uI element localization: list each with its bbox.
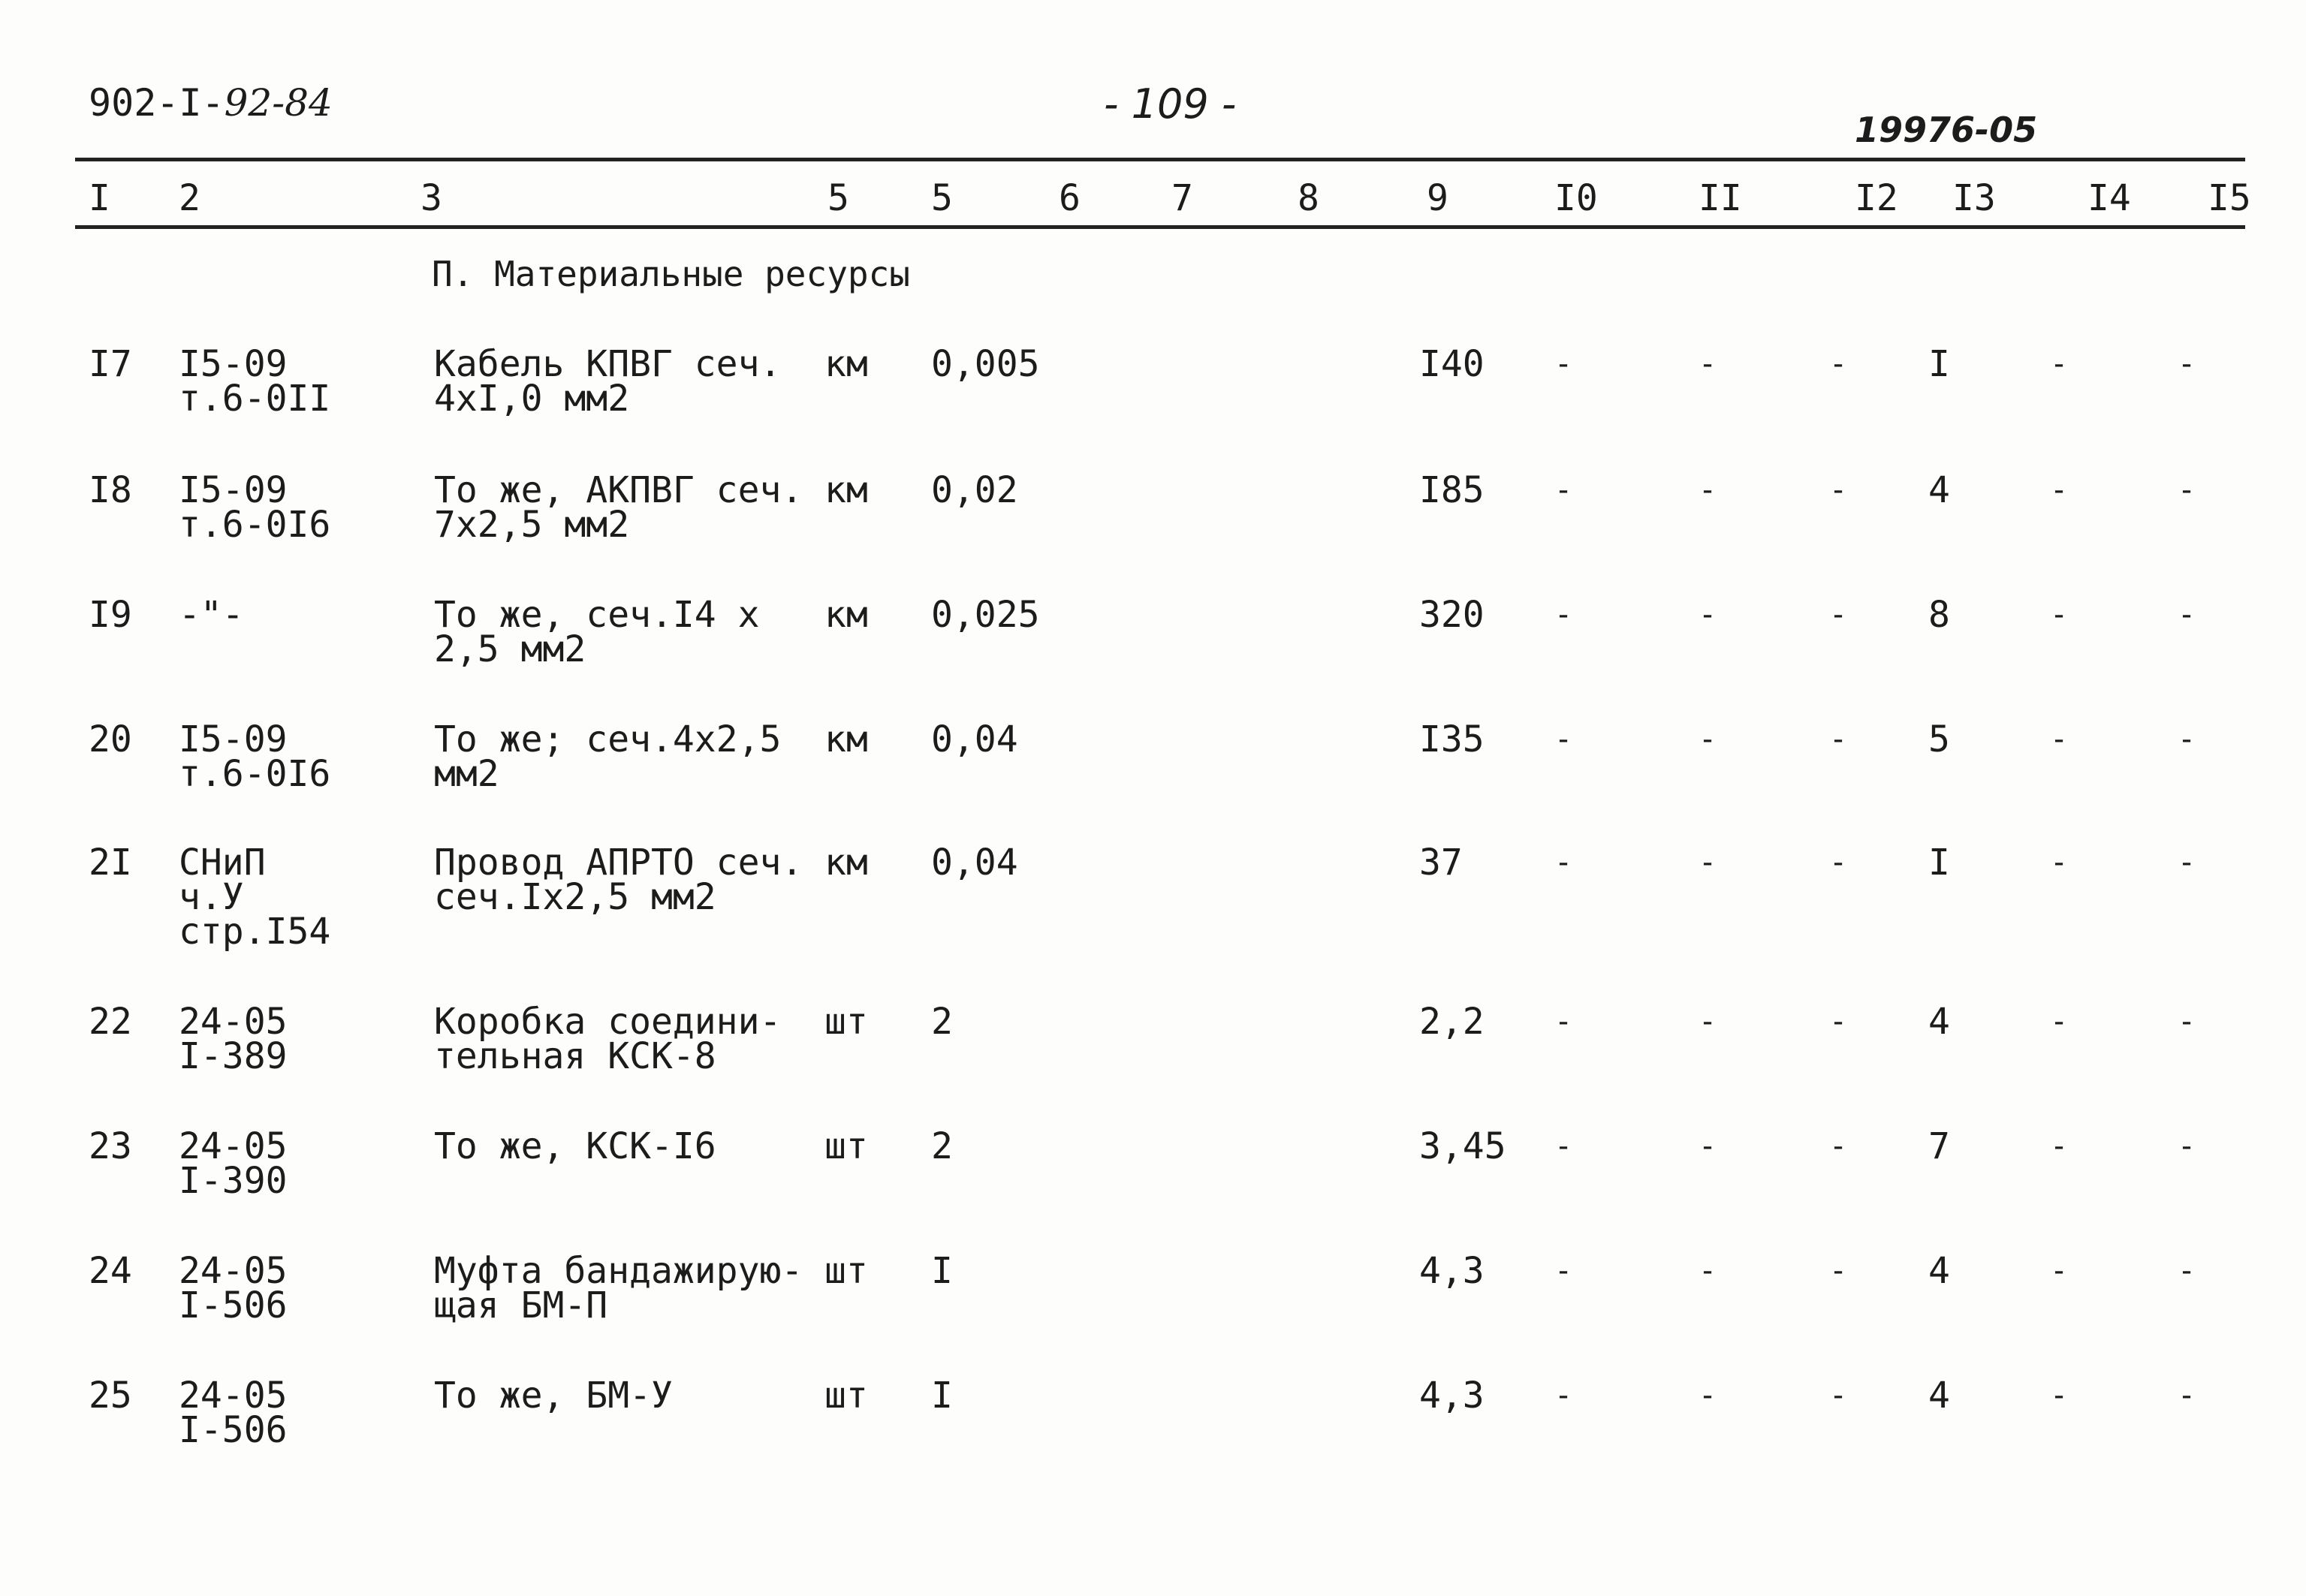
col10-cell: - (1554, 845, 1573, 880)
column-header-14: I4 (2087, 177, 2131, 219)
reference-cell-line: I-389 (179, 1035, 288, 1077)
reference-cell-line: 24-05 (179, 1250, 288, 1292)
col11-cell: - (1699, 722, 1717, 757)
column-header-3: 3 (421, 177, 442, 219)
quantity-cell: I (931, 1250, 953, 1292)
name-cell-line: мм2 (434, 753, 499, 795)
col11-cell: - (1699, 845, 1717, 880)
row-number: 24 (89, 1250, 132, 1292)
column-header-8: 8 (1298, 177, 1319, 219)
name-cell-line: 7х2,5 мм2 (434, 504, 630, 546)
col12-cell: - (1829, 347, 1848, 381)
reference-cell (179, 842, 331, 953)
col14-cell: - (2050, 1378, 2069, 1413)
reference-cell-line: СНиП (179, 842, 266, 884)
col9-cell: I40 (1419, 343, 1485, 385)
col10-cell: - (1554, 1129, 1573, 1164)
col13-cell: 4 (1928, 1375, 1950, 1417)
reference-cell-line: т.6-0II (179, 378, 331, 420)
row-number: 2I (89, 842, 132, 884)
name-cell (434, 1375, 673, 1417)
column-header-10: I0 (1554, 177, 1598, 219)
name-cell-line: То же, АКПВГ сеч. (434, 469, 803, 511)
reference-cell-line: I-506 (179, 1284, 288, 1326)
name-cell-line: сеч.Iх2,5 мм2 (434, 876, 716, 918)
reference-cell-line: I5-09 (179, 343, 288, 385)
name-cell-line: То же; сеч.4х2,5 (434, 718, 782, 760)
col15-cell: - (2178, 722, 2196, 757)
reference-cell (179, 343, 331, 420)
col9-cell: I85 (1419, 469, 1485, 511)
column-header-1: I (89, 177, 110, 219)
quantity-cell: 0,04 (931, 842, 1018, 884)
reference-cell-line: стр.I54 (179, 911, 331, 953)
col15-cell: - (2178, 598, 2196, 632)
reference-cell-line: 24-05 (179, 1375, 288, 1417)
col9-cell: I35 (1419, 718, 1485, 760)
col13-cell: 4 (1928, 469, 1950, 511)
col13-cell: 7 (1928, 1125, 1950, 1167)
unit-cell: км (824, 842, 868, 884)
col12-cell: - (1829, 1378, 1848, 1413)
quantity-cell: 0,005 (931, 343, 1040, 385)
unit-cell: шт (824, 1125, 868, 1167)
reference-cell (179, 718, 331, 795)
col9-cell: 2,2 (1419, 1001, 1485, 1043)
row-number: I7 (89, 343, 132, 385)
col15-cell: - (2178, 473, 2196, 507)
col14-cell: - (2050, 845, 2069, 880)
row-number: 23 (89, 1125, 132, 1167)
reference-cell-line: ч.У (179, 876, 244, 918)
col10-cell: - (1554, 1378, 1573, 1413)
name-cell (434, 718, 782, 795)
name-cell-line: То же, БМ-У (434, 1375, 673, 1417)
page-number: - 109 - (1104, 80, 1237, 128)
col13-cell: I (1928, 842, 1950, 884)
quantity-cell: 0,02 (931, 469, 1018, 511)
header-top-rule (75, 158, 2245, 161)
name-cell (434, 594, 760, 670)
reference-cell-line: I-506 (179, 1409, 288, 1451)
col15-cell: - (2178, 1004, 2196, 1039)
name-cell-line: Провод АПРТО сеч. (434, 842, 803, 884)
name-cell-line: 2,5 мм2 (434, 628, 586, 670)
col15-cell: - (2178, 845, 2196, 880)
reference-cell-line: I-390 (179, 1160, 288, 1202)
name-cell-line: Муфта бандажирую- (434, 1250, 803, 1292)
col11-cell: - (1699, 1004, 1717, 1039)
col12-cell: - (1829, 722, 1848, 757)
quantity-cell: 2 (931, 1001, 953, 1043)
row-number: I8 (89, 469, 132, 511)
col10-cell: - (1554, 722, 1573, 757)
reference-cell (179, 594, 244, 636)
col10-cell: - (1554, 1254, 1573, 1288)
name-cell-line: То же, КСК-I6 (434, 1125, 716, 1167)
col14-cell: - (2050, 598, 2069, 632)
name-cell (434, 1001, 782, 1077)
col11-cell: - (1699, 1129, 1717, 1164)
unit-cell: шт (824, 1001, 868, 1043)
document-code (89, 81, 333, 125)
col13-cell: 4 (1928, 1001, 1950, 1043)
col10-cell: - (1554, 347, 1573, 381)
col15-cell: - (2178, 1378, 2196, 1413)
unit-cell: шт (824, 1250, 868, 1292)
reference-cell-line: 24-05 (179, 1001, 288, 1043)
col11-cell: - (1699, 598, 1717, 632)
col15-cell: - (2178, 1129, 2196, 1164)
name-cell (434, 1125, 716, 1167)
reference-cell (179, 1001, 288, 1077)
row-number: 25 (89, 1375, 132, 1417)
col13-cell: 4 (1928, 1250, 1950, 1292)
col11-cell: - (1699, 1254, 1717, 1288)
col13-cell: I (1928, 343, 1950, 385)
reference-cell (179, 1250, 288, 1326)
name-cell-line: 4хI,0 мм2 (434, 378, 630, 420)
col13-cell: 5 (1928, 718, 1950, 760)
col9-cell: 3,45 (1419, 1125, 1506, 1167)
name-cell (434, 469, 803, 546)
col14-cell: - (2050, 1129, 2069, 1164)
col10-cell: - (1554, 1004, 1573, 1039)
col9-cell: 4,3 (1419, 1375, 1485, 1417)
name-cell-line: Кабель КПВГ сеч. (434, 343, 782, 385)
name-cell-line: То же, сеч.I4 х (434, 594, 760, 636)
column-header-13: I3 (1952, 177, 1996, 219)
reference-cell-line: I5-09 (179, 718, 288, 760)
col11-cell: - (1699, 1378, 1717, 1413)
document-code-hand: 92-84 (224, 81, 333, 125)
name-cell-line: щая БМ-П (434, 1284, 608, 1326)
document-code-print: 902-I- (89, 81, 225, 125)
column-header-7: 7 (1171, 177, 1193, 219)
reference-cell-line: т.6-0I6 (179, 753, 331, 795)
header-bottom-rule (75, 225, 2245, 229)
column-header-6: 6 (1059, 177, 1081, 219)
col15-cell: - (2178, 347, 2196, 381)
col14-cell: - (2050, 1254, 2069, 1288)
unit-cell: шт (824, 1375, 868, 1417)
unit-cell: км (824, 718, 868, 760)
row-number: I9 (89, 594, 132, 636)
reference-cell-line: I5-09 (179, 469, 288, 511)
unit-cell: км (824, 343, 868, 385)
row-number: 22 (89, 1001, 132, 1043)
column-header-11: II (1699, 177, 1742, 219)
col10-cell: - (1554, 598, 1573, 632)
col12-cell: - (1829, 473, 1848, 507)
col11-cell: - (1699, 347, 1717, 381)
col9-cell: 320 (1419, 594, 1485, 636)
row-number: 20 (89, 718, 132, 760)
name-cell (434, 1250, 803, 1326)
reference-cell (179, 1375, 288, 1451)
col10-cell: - (1554, 473, 1573, 507)
reference-cell-line: т.6-0I6 (179, 504, 331, 546)
document-number: 19976-05 (1855, 110, 2038, 150)
col12-cell: - (1829, 845, 1848, 880)
col9-cell: 4,3 (1419, 1250, 1485, 1292)
col14-cell: - (2050, 473, 2069, 507)
name-cell-line: тельная КСК-8 (434, 1035, 716, 1077)
col13-cell: 8 (1928, 594, 1950, 636)
col11-cell: - (1699, 473, 1717, 507)
col12-cell: - (1829, 1254, 1848, 1288)
col12-cell: - (1829, 1129, 1848, 1164)
unit-cell: км (824, 594, 868, 636)
quantity-cell: 2 (931, 1125, 953, 1167)
unit-cell: км (824, 469, 868, 511)
name-cell (434, 842, 803, 918)
col14-cell: - (2050, 1004, 2069, 1039)
reference-cell (179, 469, 331, 546)
column-header-4: 5 (827, 177, 849, 219)
column-header-5: 5 (931, 177, 953, 219)
name-cell (434, 343, 782, 420)
name-cell-line: Коробка соедини- (434, 1001, 782, 1043)
column-header-12: I2 (1855, 177, 1898, 219)
col15-cell: - (2178, 1254, 2196, 1288)
col14-cell: - (2050, 347, 2069, 381)
column-header-9: 9 (1427, 177, 1448, 219)
reference-cell-line: 24-05 (179, 1125, 288, 1167)
col9-cell: 37 (1419, 842, 1463, 884)
column-header-2: 2 (179, 177, 200, 219)
reference-cell-line: -"- (179, 594, 244, 636)
col12-cell: - (1829, 1004, 1848, 1039)
col14-cell: - (2050, 722, 2069, 757)
quantity-cell: 0,04 (931, 718, 1018, 760)
column-header-15: I5 (2208, 177, 2251, 219)
quantity-cell: 0,025 (931, 594, 1040, 636)
col12-cell: - (1829, 598, 1848, 632)
section-title: П. Материальные ресурсы (432, 254, 910, 294)
reference-cell (179, 1125, 288, 1202)
quantity-cell: I (931, 1375, 953, 1417)
